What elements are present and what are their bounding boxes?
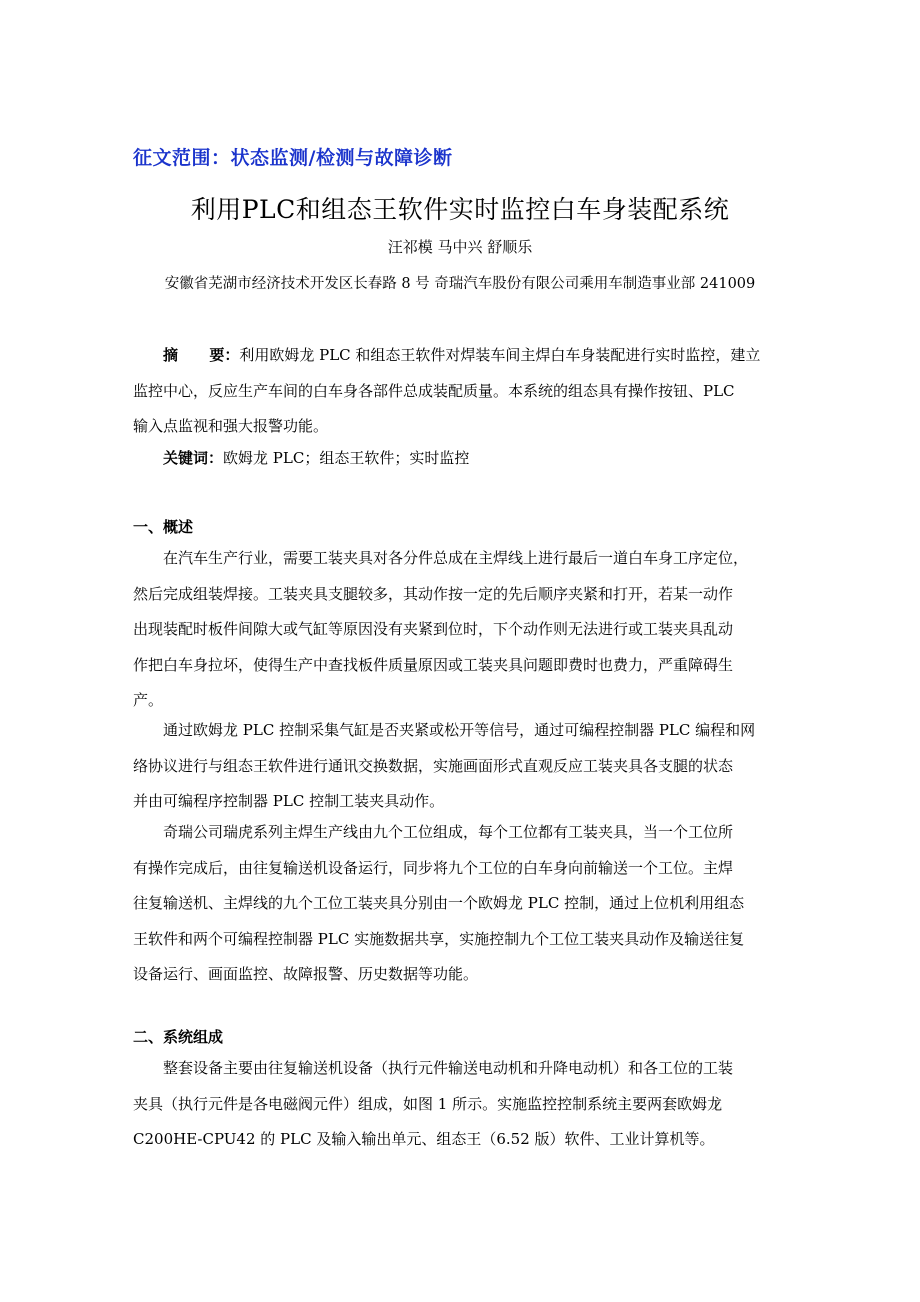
text-line: 络协议进行与组态王软件进行通讯交换数据，实施画面形式直观反应工装夹具各支腿的状态 — [133, 756, 734, 775]
abstract-line: 输入点监视和强大报警功能。 — [133, 417, 329, 435]
text-line: 并由可编程序控制器 PLC 控制工装夹具动作。 — [133, 792, 445, 810]
call-for-papers-category: 征文范围：状态监测/检测与故障诊断 — [133, 147, 453, 169]
text-line: 通过欧姆龙 PLC 控制采集气缸是否夹紧或松开等信号，通过可编程控制器 PLC 编程和网 — [163, 721, 756, 739]
affiliation: 安徽省芜湖市经济技术开发区长春路 8 号 奇瑞汽车股份有限公司乘用车制造事业部 241009 — [164, 276, 756, 292]
keywords — [133, 441, 793, 477]
abstract-line: 监控中心，反应生产车间的白车身各部件总成装配质量。本系统的组态具有操作按钮、PLC — [133, 381, 735, 400]
section2-paragraph-1 — [133, 1051, 793, 1158]
section1-paragraph-2 — [133, 713, 793, 820]
abstract — [133, 338, 793, 445]
section1-paragraph-3 — [133, 815, 793, 993]
text-line: 作把白车身拉坏，使得生产中查找板件质量原因或工装夹具问题即费时也费力，严重障碍生 — [133, 655, 734, 674]
authors: 汪祁模 马中兴 舒顺乐 — [387, 238, 533, 256]
text-line: 在汽车生产行业，需要工装夹具对各分件总成在主焊线上进行最后一道白车身工序定位， — [163, 549, 749, 567]
text-line: 整套设备主要由往复输送机设备（执行元件输送电动机和升降电动机）和各工位的工装 — [163, 1059, 734, 1077]
text-line: 出现装配时板件间隙大或气缸等原因没有夹紧到位时，下个动作则无法进行或工装夹具乱动 — [133, 620, 734, 638]
abstract-text: 利用欧姆龙 PLC 和组态王软件对焊装车间主焊白车身装配进行实时监控，建立 — [239, 346, 761, 364]
text-line: 往复输送机、主焊线的九个工位工装夹具分别由一个欧姆龙 PLC 控制，通过上位机利用组态 — [133, 894, 745, 912]
abstract-label: 摘 要： — [163, 346, 240, 364]
abstract-line — [133, 338, 793, 374]
text-line: 产。 — [133, 691, 164, 709]
text-line: C200HE-CPU42 的 PLC 及输入输出单元、组态王（6.52 版）软件、工业计算机等。 — [133, 1130, 715, 1148]
keywords-line — [133, 441, 793, 477]
section-heading-system-composition: 二、系统组成 — [133, 1028, 224, 1046]
section1-paragraph-1 — [133, 541, 793, 719]
keywords-label: 关键词： — [163, 449, 224, 467]
text-line: 夹具（执行元件是各电磁阀元件）组成，如图 1 所示。实施监控控制系统主要两套欧姆龙 — [133, 1094, 723, 1113]
section-heading-overview: 一、概述 — [133, 518, 194, 536]
text-line: 奇瑞公司瑞虎系列主焊生产线由九个工位组成，每个工位都有工装夹具，当一个工位所 — [163, 823, 734, 841]
text-line: 设备运行、画面监控、故障报警、历史数据等功能。 — [133, 965, 479, 983]
text-line: 然后完成组装焊接。工装夹具支腿较多，其动作按一定的先后顺序夹紧和打开，若某一动作 — [133, 584, 734, 603]
keywords-text: 欧姆龙 PLC；组态王软件；实时监控 — [223, 449, 470, 467]
text-line: 王软件和两个可编程控制器 PLC 实施数据共享，实施控制九个工位工装夹具动作及输送往复 — [133, 929, 745, 948]
paper-title: 利用PLC和组态王软件实时监控白车身装配系统 — [190, 195, 730, 224]
text-line: 有操作完成后，由往复输送机设备运行，同步将九个工位的白车身向前输送一个工位。主焊 — [133, 858, 734, 877]
